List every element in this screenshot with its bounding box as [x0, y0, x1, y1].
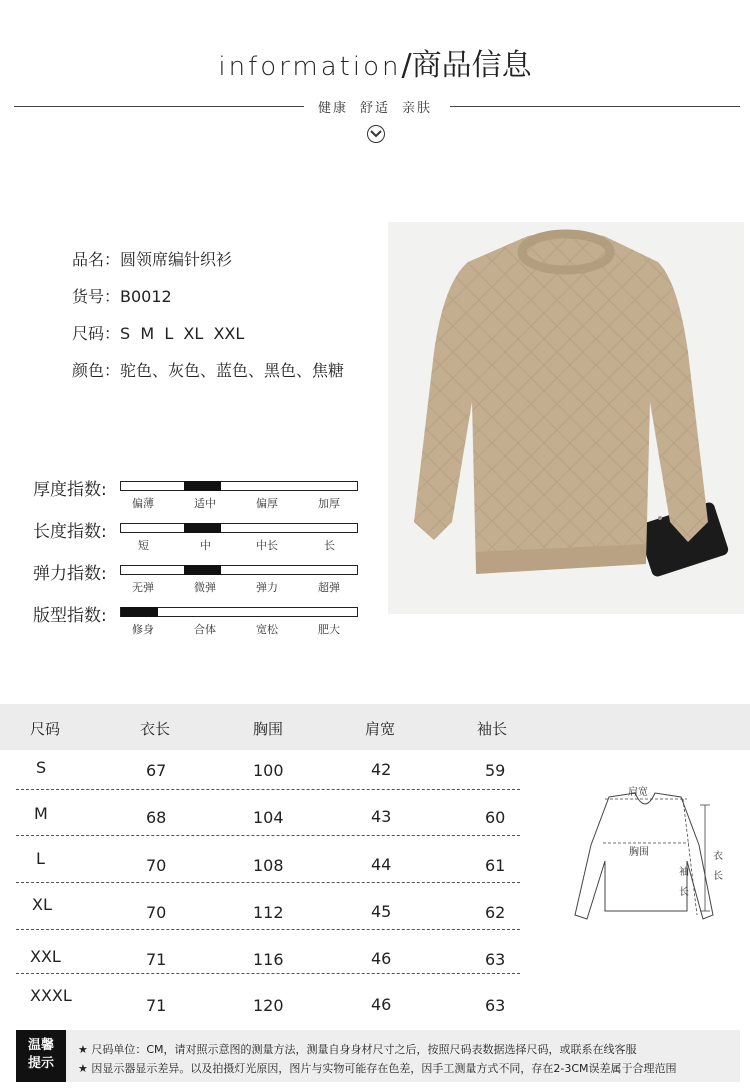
col-header: 胸围 [253, 720, 284, 738]
cell: 60 [485, 808, 506, 827]
product-color-row [72, 358, 344, 381]
page-title [0, 40, 750, 84]
cell: 61 [485, 856, 506, 875]
notice-text: ★ 尺码单位：CM，请对照示意图的测量方法，测量自身身材尺寸之后，按照尺码表数据选择尺码，或联系在线客服 [78, 1043, 637, 1056]
cell: 46 [371, 995, 392, 1014]
cell: 46 [371, 949, 392, 968]
cell: 62 [485, 903, 506, 922]
title-cn: /商品信息 [401, 48, 532, 83]
diagram-label-chest: 胸围 [629, 847, 649, 858]
col-header: 肩宽 [365, 720, 396, 738]
tagline-item: 舒适 [359, 101, 390, 116]
diagram-label-sleeve: 长 [679, 887, 689, 898]
index-fill [184, 523, 221, 533]
index-tick: 中长 [256, 539, 278, 552]
cell: 116 [253, 950, 284, 969]
cell: 71 [146, 950, 167, 969]
diagram-label-length: 衣 [713, 851, 723, 862]
diagram-label-length: 长 [713, 871, 723, 882]
index-label: 版型指数: [33, 606, 107, 626]
row-divider [16, 789, 520, 790]
cell: 112 [253, 903, 284, 922]
cell-size: XXXL [30, 986, 72, 1005]
index-tick: 偏薄 [132, 497, 154, 510]
cell-size: S [36, 758, 47, 777]
index-tick: 长 [324, 539, 335, 552]
index-tick: 适中 [194, 497, 216, 510]
index-label: 弹力指数: [33, 564, 107, 584]
cell: 67 [146, 761, 167, 780]
cell: 108 [253, 856, 284, 875]
col-header: 尺码 [30, 720, 61, 738]
index-tick: 弹力 [256, 581, 278, 594]
product-sku: B0012 [120, 287, 172, 306]
row-divider [16, 929, 520, 930]
product-photo [388, 222, 744, 614]
index-bar [120, 523, 358, 533]
cell: 63 [485, 996, 506, 1015]
index-tick: 宽松 [256, 623, 278, 636]
diagram-label-shoulder: 肩宽 [628, 787, 648, 798]
index-tick: 中 [200, 539, 211, 552]
product-size-row [72, 321, 244, 344]
col-header: 衣长 [140, 720, 171, 738]
index-bar [120, 607, 358, 617]
cell: 104 [253, 808, 284, 827]
index-tick: 超弹 [318, 581, 340, 594]
col-header: 袖长 [477, 720, 508, 738]
index-fill [184, 565, 221, 575]
index-fill [121, 607, 158, 617]
tagline [0, 97, 750, 116]
row-divider [16, 835, 520, 836]
index-tick: 短 [138, 539, 149, 552]
index-tick: 修身 [132, 623, 154, 636]
product-colors: 驼色、灰色、蓝色、黑色、焦糖 [120, 361, 345, 380]
product-name: 圆领席编针织衫 [120, 250, 233, 269]
label: 货号： [72, 287, 121, 306]
index-tick: 微弹 [194, 581, 216, 594]
cell-size: XL [32, 895, 52, 914]
index-tick: 肥大 [318, 623, 340, 636]
cell: 43 [371, 807, 392, 826]
cell: 70 [146, 856, 167, 875]
cell: 71 [146, 996, 167, 1015]
cell: 63 [485, 950, 506, 969]
index-bar [120, 565, 358, 575]
cell: 59 [485, 761, 506, 780]
index-bar [120, 481, 358, 491]
label: 颜色： [72, 361, 121, 380]
title-en: information [218, 52, 402, 82]
cell-size: XXL [30, 947, 61, 966]
row-divider [16, 882, 520, 883]
chevron-down-icon [367, 125, 385, 143]
row-divider [16, 973, 520, 974]
cell: 70 [146, 903, 167, 922]
product-sku-row [72, 284, 172, 307]
index-tick: 无弹 [132, 581, 154, 594]
cell: 68 [146, 808, 167, 827]
cell: 42 [371, 760, 392, 779]
index-tick: 加厚 [318, 497, 340, 510]
cell: 44 [371, 855, 392, 874]
cell: 100 [253, 761, 284, 780]
diagram-label-sleeve: 袖 [679, 867, 689, 878]
notice-text: ★ 因显示器显示差异。以及拍摄灯光原因，图片与实物可能存在色差，因手工测量方式不同，存在2-3CM误差属于合理范围 [78, 1062, 677, 1075]
index-tick: 合体 [194, 623, 216, 636]
index-tick: 偏厚 [256, 497, 278, 510]
label: 尺码： [72, 324, 121, 343]
label: 品名： [72, 250, 121, 269]
notice-badge [16, 1030, 66, 1082]
cell-size: L [36, 849, 45, 868]
measurement-diagram [565, 775, 745, 935]
cell: 45 [371, 902, 392, 921]
tagline-item: 健康 [317, 101, 348, 116]
index-label: 长度指数: [33, 522, 107, 542]
index-fill [184, 481, 221, 491]
product-name-row [72, 247, 232, 270]
index-label: 厚度指数: [33, 480, 107, 500]
cell-size: M [34, 804, 48, 823]
cell: 120 [253, 996, 284, 1015]
product-sizes: S M L XL XXL [120, 324, 245, 343]
badge-line: 温馨 [27, 1038, 54, 1053]
tagline-item: 亲肤 [402, 101, 433, 116]
badge-line: 提示 [27, 1056, 54, 1071]
